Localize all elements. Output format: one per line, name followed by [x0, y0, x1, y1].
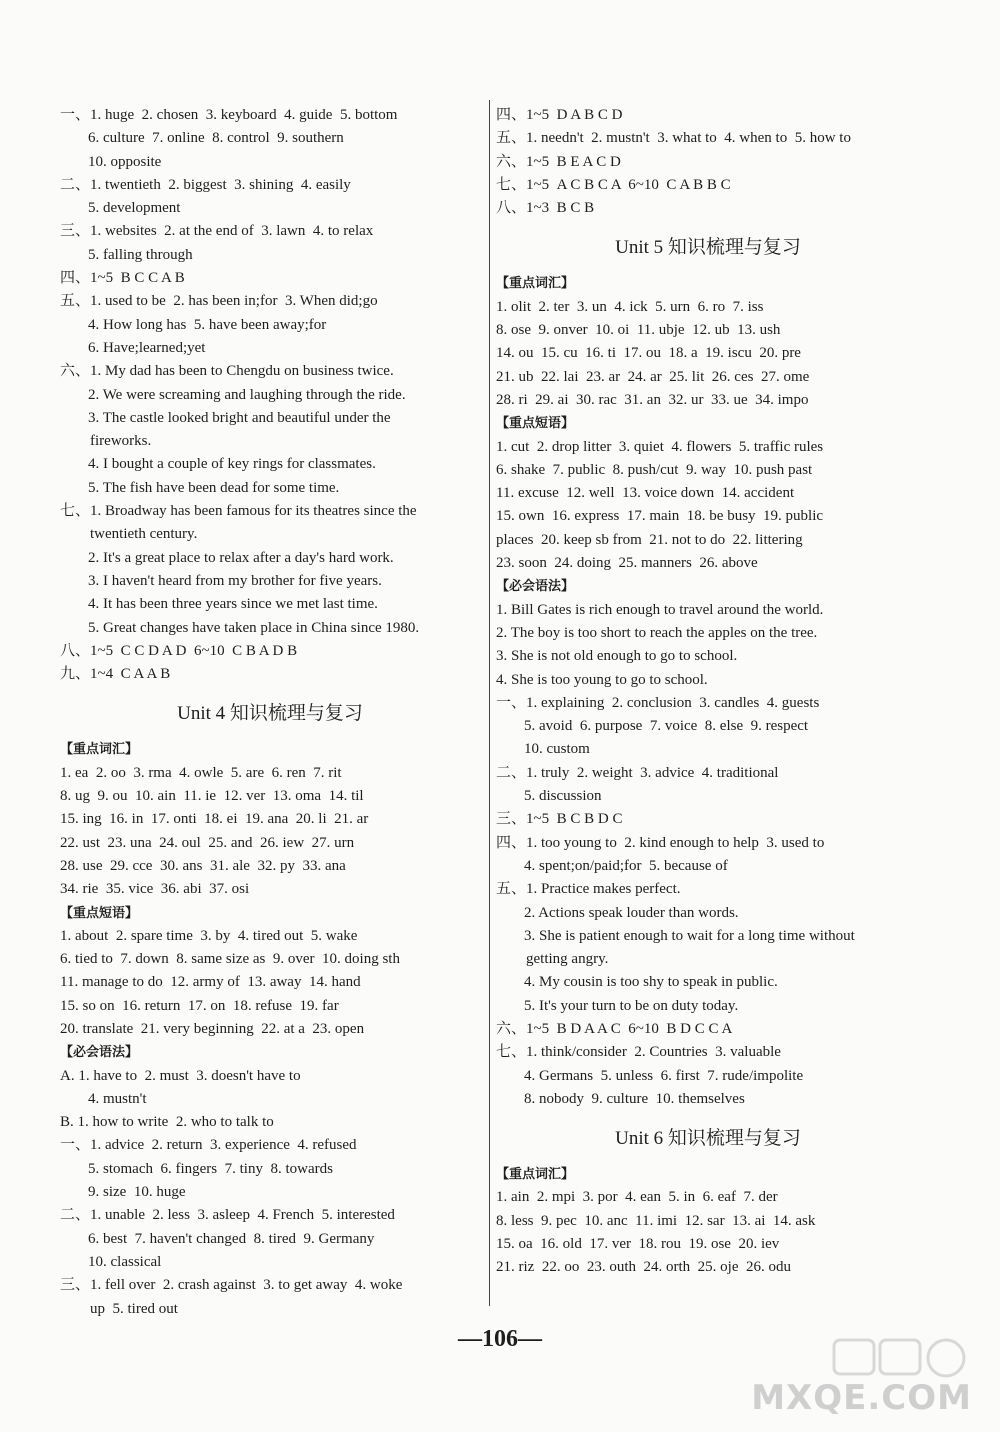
answer-line: 3. She is not old enough to go to school.: [496, 648, 738, 665]
answer-line: 七、1~5 A C B C A 6~10 C A B B C: [496, 176, 731, 193]
answer-line: 5. stomach 6. fingers 7. tiny 8. towards: [88, 1160, 333, 1177]
answer-line: 2. It's a great place to relax after a day's hard work.: [88, 549, 394, 566]
answer-line: 五、1. Practice makes perfect.: [496, 881, 681, 898]
answer-line: 1. ain 2. mpi 3. por 4. ean 5. in 6. eaf 7. der: [496, 1189, 778, 1206]
answer-line: 七、1. Broadway has been famous for its theatres since the: [60, 503, 417, 520]
answer-line: 4. I bought a couple of key rings for classmates.: [88, 456, 376, 473]
answer-line: 1. cut 2. drop litter 3. quiet 4. flowers 5. traffic rules: [496, 438, 824, 455]
answer-line: 6. culture 7. online 8. control 9. southern: [88, 130, 344, 147]
answer-line: 15. oa 16. old 17. ver 18. rou 19. ose 20. iev: [496, 1236, 780, 1253]
answer-line: 五、1. used to be 2. has been in;for 3. When did;go: [60, 293, 378, 310]
answer-line: 5. Great changes have taken place in China since 1980.: [88, 619, 420, 636]
answer-line: 九、1~4 C A A B: [60, 666, 171, 683]
answer-line: twentieth century.: [90, 526, 198, 543]
answer-line: 4. How long has 5. have been away;for: [88, 316, 327, 333]
page-number: —106—: [458, 1326, 542, 1352]
answer-line: 5. It's your turn to be on duty today.: [524, 997, 739, 1014]
answer-line: 八、1~3 B C B: [496, 200, 595, 217]
answer-line: 一、1. advice 2. return 3. experience 4. refused: [60, 1137, 357, 1154]
left-column: [60, 104, 480, 1321]
right-column: [496, 104, 920, 1280]
answer-line: up 5. tired out: [90, 1300, 178, 1317]
answer-line: 四、1~5 D A B C D: [496, 107, 623, 123]
answer-line: 21. riz 22. oo 23. outh 24. orth 25. oje 26. odu: [496, 1259, 791, 1276]
watermark-text: MXQE.COM: [751, 1378, 972, 1418]
unit-heading: Unit 4 知识梳理与复习: [177, 703, 363, 725]
answer-line: 四、1. too young to 2. kind enough to help 3. used to: [496, 834, 825, 851]
answer-line: 1. olit 2. ter 3. un 4. ick 5. urn 6. ro 7. iss: [496, 298, 764, 315]
answer-line: 28. ri 29. ai 30. rac 31. an 32. ur 33. ue 34. impo: [496, 391, 809, 408]
section-label: 【必会语法】: [496, 579, 575, 595]
answer-line: 六、1~5 B D A A C 6~10 B D C C A: [496, 1020, 733, 1037]
answer-line: 1. ea 2. oo 3. rma 4. owle 5. are 6. ren 7. rit: [60, 764, 342, 781]
answer-line: 4. My cousin is too shy to speak in public.: [524, 974, 778, 991]
answer-line: 6. Have;learned;yet: [88, 339, 206, 356]
answer-line: 2. We were screaming and laughing through the ride.: [88, 386, 406, 403]
answer-line: 15. so on 16. return 17. on 18. refuse 19. far: [60, 997, 339, 1014]
answer-line: 22. ust 23. una 24. oul 25. and 26. iew 27. urn: [60, 834, 355, 851]
answer-line: 8. ug 9. ou 10. ain 11. ie 12. ver 13. oma 14. til: [60, 788, 364, 805]
answer-line: 三、1. websites 2. at the end of 3. lawn 4. to relax: [60, 223, 374, 240]
section-label: 【重点短语】: [496, 416, 575, 432]
answer-line: 七、1. think/consider 2. Countries 3. valuable: [496, 1044, 781, 1061]
answer-line: 34. rie 35. vice 36. abi 37. osi: [60, 881, 250, 898]
answer-line: 6. shake 7. public 8. push/cut 9. way 10. push past: [496, 461, 813, 478]
answer-line: getting angry.: [526, 951, 609, 968]
answer-line: 三、1~5 B C B D C: [496, 811, 623, 828]
answer-line: 15. ing 16. in 17. onti 18. ei 19. ana 20. li 21. ar: [60, 811, 369, 828]
answer-line: 14. ou 15. cu 16. ti 17. ou 18. a 19. iscu 20. pre: [496, 345, 801, 362]
answer-line: 6. tied to 7. down 8. same size as 9. over 10. doing sth: [60, 951, 400, 968]
answer-line: 8. nobody 9. culture 10. themselves: [524, 1090, 745, 1107]
answer-line: 二、1. unable 2. less 3. asleep 4. French 5. interested: [60, 1207, 395, 1224]
section-label: 【必会语法】: [60, 1045, 139, 1061]
unit-heading: Unit 5 知识梳理与复习: [615, 237, 801, 259]
answer-line: 5. The fish have been dead for some time.: [88, 479, 340, 496]
answer-line: 二、1. truly 2. weight 3. advice 4. traditional: [496, 764, 779, 781]
answer-line: 4. spent;on/paid;for 5. because of: [524, 857, 728, 874]
answer-line: 10. custom: [524, 741, 590, 758]
answer-line: 3. I haven't heard from my brother for five years.: [88, 572, 382, 589]
answer-line: 6. best 7. haven't changed 8. tired 9. Germany: [88, 1230, 375, 1247]
answer-line: 20. translate 21. very beginning 22. at a 23. open: [60, 1020, 365, 1037]
answer-line: 3. The castle looked bright and beautiful under the: [88, 409, 391, 426]
answer-line: B. 1. how to write 2. who to talk to: [60, 1114, 274, 1131]
answer-line: 21. ub 22. lai 23. ar 24. ar 25. lit 26. ces 27. ome: [496, 368, 810, 385]
answer-line: 10. classical: [88, 1253, 162, 1270]
column-divider: [489, 100, 490, 1306]
answer-line: 4. Germans 5. unless 6. first 7. rude/impolite: [524, 1067, 804, 1084]
answer-line: 四、1~5 B C C A B: [60, 270, 185, 287]
answer-line: 3. She is patient enough to wait for a long time without: [524, 927, 855, 944]
answer-line: 9. size 10. huge: [88, 1184, 186, 1201]
answer-line: 八、1~5 C C D A D 6~10 C B A D B: [60, 642, 298, 659]
answer-line: 8. less 9. pec 10. anc 11. imi 12. sar 13. ai 14. ask: [496, 1212, 816, 1229]
answer-line: 23. soon 24. doing 25. manners 26. above: [496, 555, 758, 572]
answer-line: 2. Actions speak louder than words.: [524, 904, 739, 921]
answer-line: 5. discussion: [524, 788, 602, 805]
answer-line: 五、1. needn't 2. mustn't 3. what to 4. when to 5. how to: [496, 130, 851, 147]
answer-line: 11. manage to do 12. army of 13. away 14. hand: [60, 974, 361, 991]
answer-line: 4. It has been three years since we met last time.: [88, 596, 378, 613]
answer-line: 二、1. twentieth 2. biggest 3. shining 4. easily: [60, 176, 351, 193]
answer-line: places 20. keep sb from 21. not to do 22. littering: [496, 531, 803, 548]
answer-line: 5. falling through: [88, 246, 193, 263]
unit-heading: Unit 6 知识梳理与复习: [615, 1128, 801, 1150]
answer-line: 4. She is too young to go to school.: [496, 671, 708, 688]
answer-line: 28. use 29. cce 30. ans 31. ale 32. py 33. ana: [60, 857, 346, 874]
section-label: 【重点词汇】: [496, 276, 575, 292]
answer-line: 15. own 16. express 17. main 18. be busy 19. public: [496, 508, 824, 525]
answer-line: fireworks.: [90, 433, 152, 450]
answer-line: 2. The boy is too short to reach the apples on the tree.: [496, 624, 818, 641]
answer-line: 4. mustn't: [88, 1090, 147, 1107]
answer-line: 六、1~5 B E A C D: [496, 153, 621, 170]
answer-line: 1. Bill Gates is rich enough to travel around the world.: [496, 601, 824, 618]
answer-line: 10. opposite: [88, 153, 162, 170]
section-label: 【重点词汇】: [60, 742, 139, 758]
section-label: 【重点短语】: [60, 905, 139, 921]
answer-line: 5. development: [88, 200, 181, 217]
answer-line: A. 1. have to 2. must 3. doesn't have to: [60, 1067, 301, 1084]
section-label: 【重点词汇】: [496, 1167, 575, 1183]
answer-line: 8. ose 9. onver 10. oi 11. ubje 12. ub 13. ush: [496, 322, 781, 339]
answer-line: 三、1. fell over 2. crash against 3. to get away 4. woke: [60, 1277, 403, 1294]
answer-line: 一、1. huge 2. chosen 3. keyboard 4. guide 5. bottom: [60, 107, 398, 123]
answer-line: 1. about 2. spare time 3. by 4. tired out 5. wake: [60, 927, 358, 944]
answer-line: 一、1. explaining 2. conclusion 3. candles 4. guests: [496, 694, 820, 711]
answer-line: 11. excuse 12. well 13. voice down 14. accident: [496, 485, 795, 502]
answer-line: 六、1. My dad has been to Chengdu on business twice.: [60, 363, 394, 380]
answer-line: 5. avoid 6. purpose 7. voice 8. else 9. respect: [524, 718, 809, 735]
